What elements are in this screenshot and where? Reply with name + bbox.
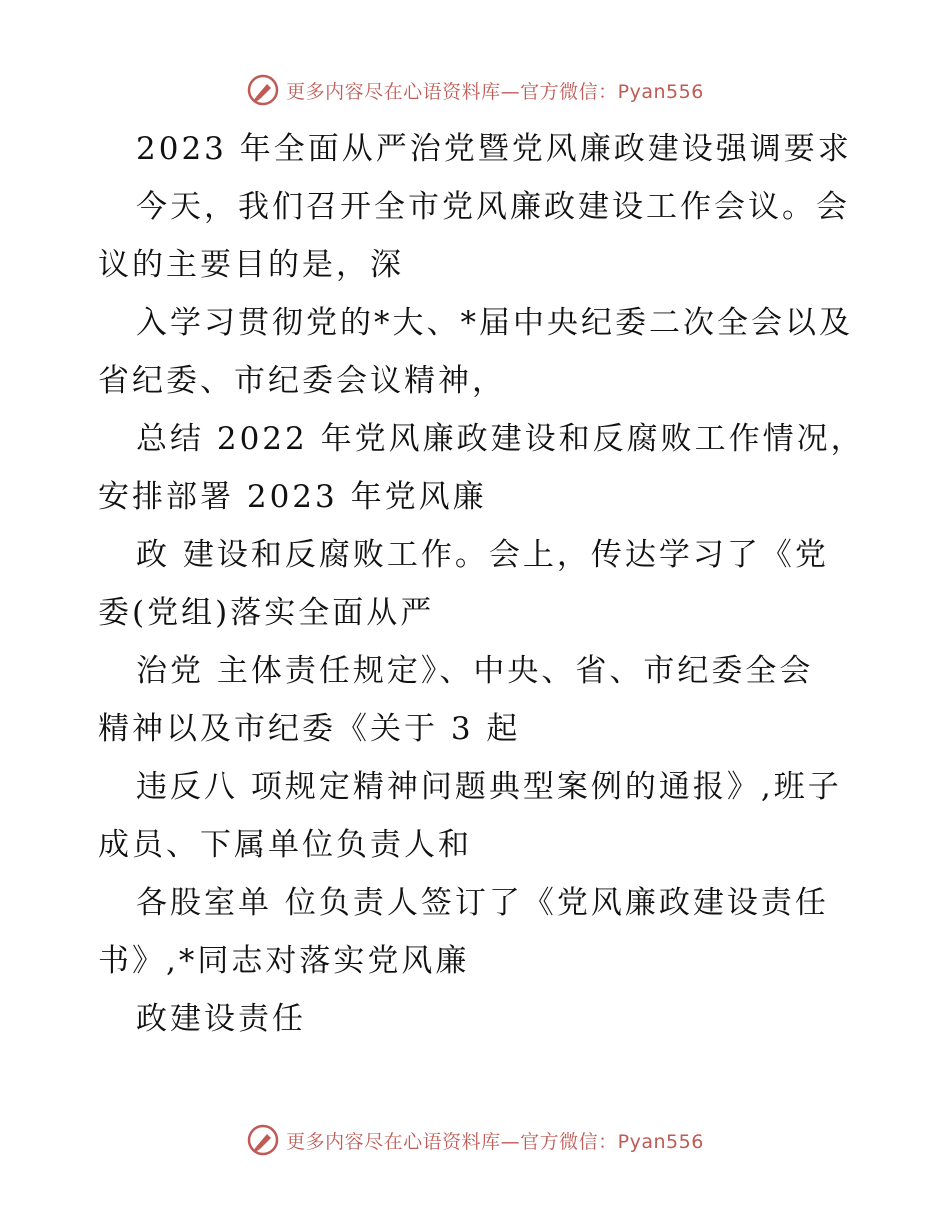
paragraph-line: 书》,*同志对落实党风廉 (98, 943, 470, 979)
paragraph-line: 精神以及市纪委《关于 3 起 (98, 711, 521, 747)
watermark-text: 更多内容尽在心语资料库—官方微信：Pyan556 (286, 80, 704, 103)
paragraph-line: 政建设责任 (136, 1001, 306, 1037)
watermark-footer (0, 1122, 950, 1158)
pen-nib-icon (246, 73, 280, 107)
paragraph-line: 入学习贯彻党的*大、*届中央纪委二次全会以及 (136, 305, 853, 341)
paragraph-line: 总结 2022 年党风廉政建设和反腐败工作情况， (136, 421, 865, 457)
watermark-text: 更多内容尽在心语资料库—官方微信：Pyan556 (286, 1130, 704, 1153)
paragraph-line: 违反八 项规定精神问题典型案例的通报》,班子 (136, 769, 842, 805)
watermark-header (0, 72, 950, 108)
paragraph-line: 委(党组)落实全面从严 (98, 595, 435, 631)
paragraph-line: 政 建设和反腐败工作。会上，传达学习了《党 (136, 537, 829, 573)
paragraph-line: 安排部署 2023 年党风廉 (98, 479, 487, 515)
document-title: 2023 年全面从严治党暨党风廉政建设强调要求 (136, 131, 852, 167)
document-body (98, 120, 865, 1048)
paragraph-line: 今天，我们召开全市党风廉政建设工作会议。会 (136, 189, 850, 225)
paragraph-line: 议的主要目的是，深 (98, 247, 404, 283)
paragraph-line: 成员、下属单位负责人和 (98, 827, 472, 863)
paragraph-line: 各股室单 位负责人签订了《党风廉政建设责任 (136, 885, 829, 921)
paragraph-line: 省纪委、市纪委会议精神， (98, 363, 506, 399)
pen-nib-icon (246, 1123, 280, 1157)
paragraph-line: 治党 主体责任规定》、中央、省、市纪委全会 (136, 653, 814, 689)
